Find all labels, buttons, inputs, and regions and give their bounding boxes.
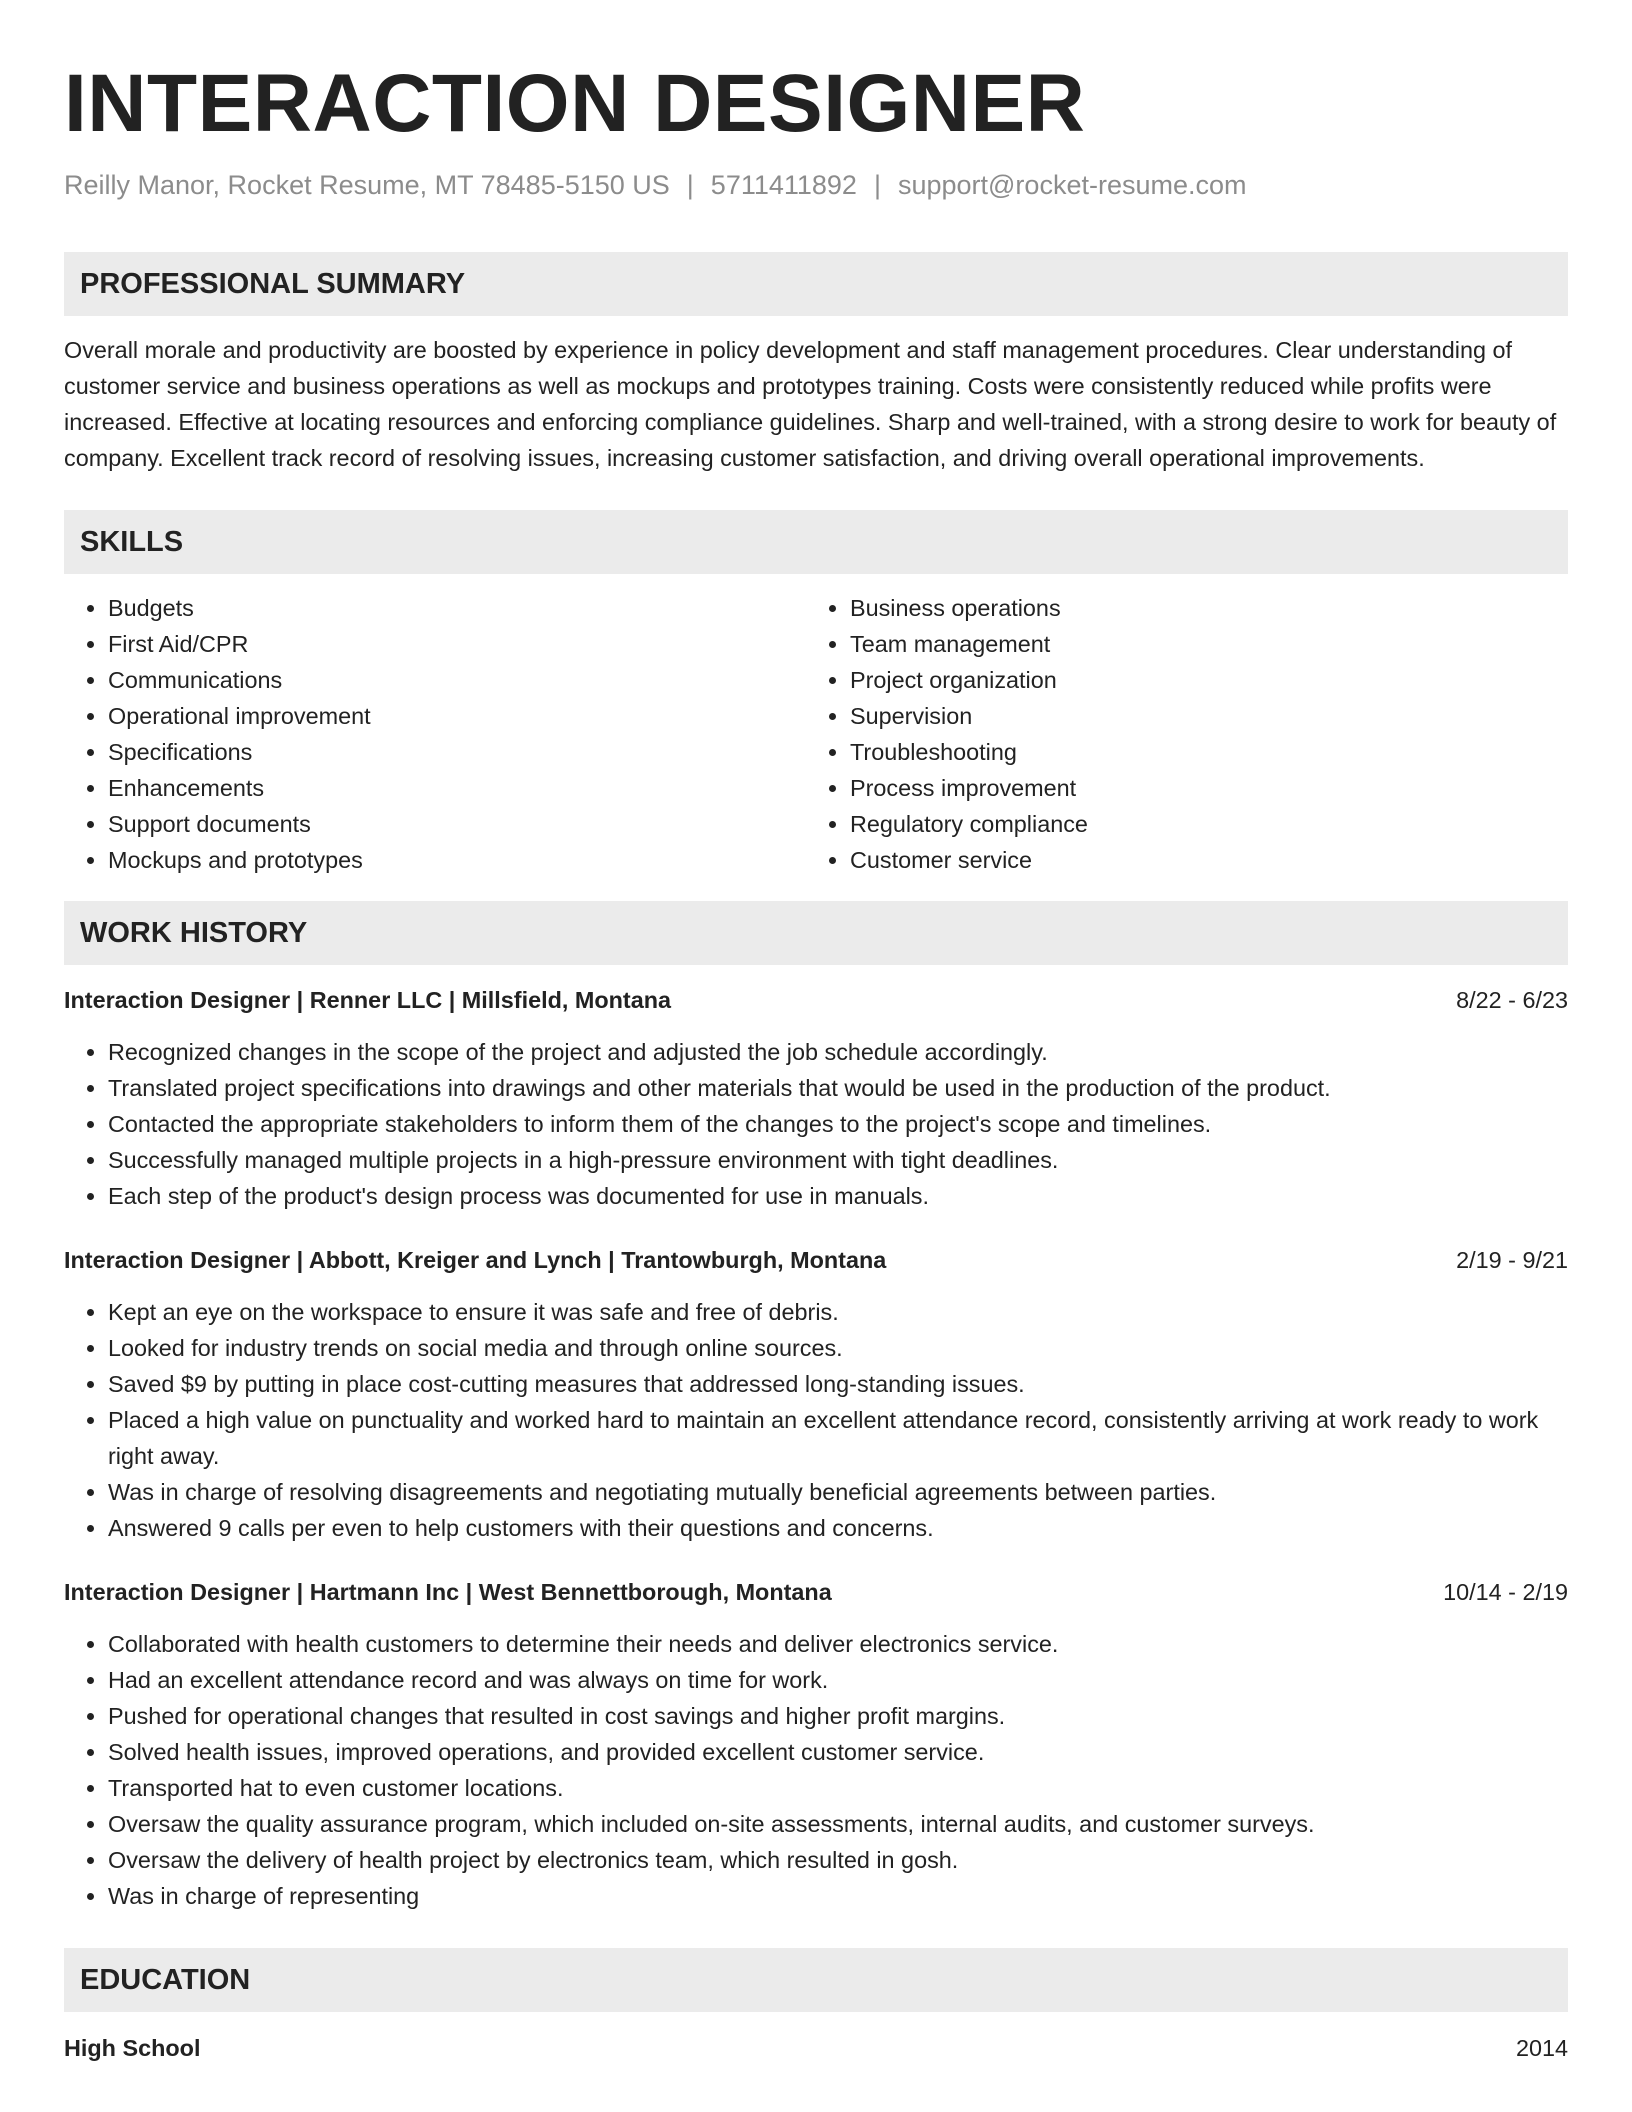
- job-bullet: • Contacted the appropriate stakeholders to inform them of the changes to the project's scope and timelines.: [108, 1106, 1568, 1142]
- job-bullet: • Had an excellent attendance record and was always on time for work.: [108, 1662, 1568, 1698]
- skill-item: • Operational improvement: [108, 698, 806, 734]
- skills-list: [64, 590, 1568, 878]
- contact-email: support@rocket-resume.com: [897, 170, 1247, 200]
- skill-item: • Enhancements: [108, 770, 806, 806]
- job-bullet: • Each step of the product's design process was documented for use in manuals.: [108, 1178, 1568, 1214]
- skill-item: • First Aid/CPR: [108, 626, 806, 662]
- job-bullet: • Collaborated with health customers to determine their needs and deliver electronics service.: [108, 1626, 1568, 1662]
- job-header: [64, 982, 1568, 1018]
- job-title: Interaction Designer | Abbott, Kreiger and Lynch | Trantowburgh, Montana: [64, 1247, 887, 1273]
- job-entry: [64, 1574, 1568, 1914]
- job-dates: 8/22 - 6/23: [1456, 987, 1568, 1013]
- skill-item: • Regulatory compliance: [850, 806, 1548, 842]
- job-bullet: • Oversaw the quality assurance program, which included on-site assessments, internal audits, and customer surveys.: [108, 1806, 1568, 1842]
- contact-address: Reilly Manor, Rocket Resume, MT 78485-5150 US: [64, 170, 670, 200]
- job-bullet: • Kept an eye on the workspace to ensure it was safe and free of debris.: [108, 1294, 1568, 1330]
- section-header-skills: SKILLS: [64, 510, 1568, 574]
- job-bullet: • Answered 9 calls per even to help customers with their questions and concerns.: [108, 1510, 1568, 1546]
- job-bullet: • Recognized changes in the scope of the project and adjusted the job schedule accordingly.: [108, 1034, 1568, 1070]
- education-year: 2014: [1515, 2035, 1568, 2061]
- resume-page: [64, 0, 1568, 2066]
- job-bullet: • Looked for industry trends on social media and through online sources.: [108, 1330, 1568, 1366]
- contact-separator: |: [686, 170, 694, 200]
- skill-item: • Team management: [850, 626, 1548, 662]
- skill-item: • Support documents: [108, 806, 806, 842]
- skill-item: • Budgets: [108, 590, 806, 626]
- job-bullet: • Was in charge of resolving disagreements and negotiating mutually beneficial agreements between parties.: [108, 1474, 1568, 1510]
- skill-item: • Mockups and prototypes: [108, 842, 806, 878]
- resume-title: INTERACTION DESIGNER: [64, 58, 1086, 149]
- section-header-work-history: WORK HISTORY: [64, 901, 1568, 965]
- job-bullets: [64, 1294, 1568, 1546]
- skill-item: • Specifications: [108, 734, 806, 770]
- job-bullet: • Placed a high value on punctuality and worked hard to maintain an excellent attendance record, consistently arriving at work ready to work right away.: [108, 1402, 1568, 1474]
- skills-column-right: [806, 590, 1548, 878]
- skills-column-left: [64, 590, 806, 878]
- job-bullet: • Oversaw the delivery of health project by electronics team, which resulted in gosh.: [108, 1842, 1568, 1878]
- skill-item: • Customer service: [850, 842, 1548, 878]
- job-bullets: [64, 1626, 1568, 1914]
- job-bullet: • Saved $9 by putting in place cost-cutting measures that addressed long-standing issues.: [108, 1366, 1568, 1402]
- job-bullets: [64, 1034, 1568, 1214]
- summary-text: Overall morale and productivity are boosted by experience in policy development and staff management procedures. Clear understanding of customer service and business operations as well as mockups and prototypes training. Costs were consistently reduced while profits were increased. Effective at locating resources and enforcing compliance guidelines. Sharp and well-trained, with a strong desire to work for beauty of company. Excellent track record of resolving issues, increasing customer satisfaction, and driving overall operational improvements.: [64, 337, 1557, 471]
- section-header-education: EDUCATION: [64, 1948, 1568, 2012]
- job-bullet: • Transported hat to even customer locations.: [108, 1770, 1568, 1806]
- contact-phone: 5711411892: [710, 170, 857, 200]
- job-entry: [64, 982, 1568, 1214]
- contact-separator: |: [873, 170, 881, 200]
- job-bullet: • Translated project specifications into drawings and other materials that would be used in the production of the product.: [108, 1070, 1568, 1106]
- job-title: Interaction Designer | Hartmann Inc | West Bennettborough, Montana: [64, 1579, 832, 1605]
- section-header-summary: PROFESSIONAL SUMMARY: [64, 252, 1568, 316]
- skill-item: • Supervision: [850, 698, 1548, 734]
- skill-item: • Troubleshooting: [850, 734, 1548, 770]
- job-header: [64, 1242, 1568, 1278]
- job-bullet: • Pushed for operational changes that resulted in cost savings and higher profit margins.: [108, 1698, 1568, 1734]
- education-entry: [64, 2030, 1568, 2066]
- job-bullet: • Was in charge of representing: [108, 1878, 1568, 1914]
- job-title: Interaction Designer | Renner LLC | Millsfield, Montana: [64, 987, 672, 1013]
- skill-item: • Process improvement: [850, 770, 1548, 806]
- job-bullet: • Successfully managed multiple projects in a high-pressure environment with tight deadlines.: [108, 1142, 1568, 1178]
- education-school: High School: [64, 2035, 201, 2061]
- job-header: [64, 1574, 1568, 1610]
- skill-item: • Business operations: [850, 590, 1548, 626]
- skill-item: • Project organization: [850, 662, 1548, 698]
- job-entry: [64, 1242, 1568, 1546]
- job-dates: 10/14 - 2/19: [1443, 1579, 1568, 1605]
- job-dates: 2/19 - 9/21: [1456, 1247, 1568, 1273]
- job-bullet: • Solved health issues, improved operations, and provided excellent customer service.: [108, 1734, 1568, 1770]
- skill-item: • Communications: [108, 662, 806, 698]
- contact-line: [64, 168, 1568, 202]
